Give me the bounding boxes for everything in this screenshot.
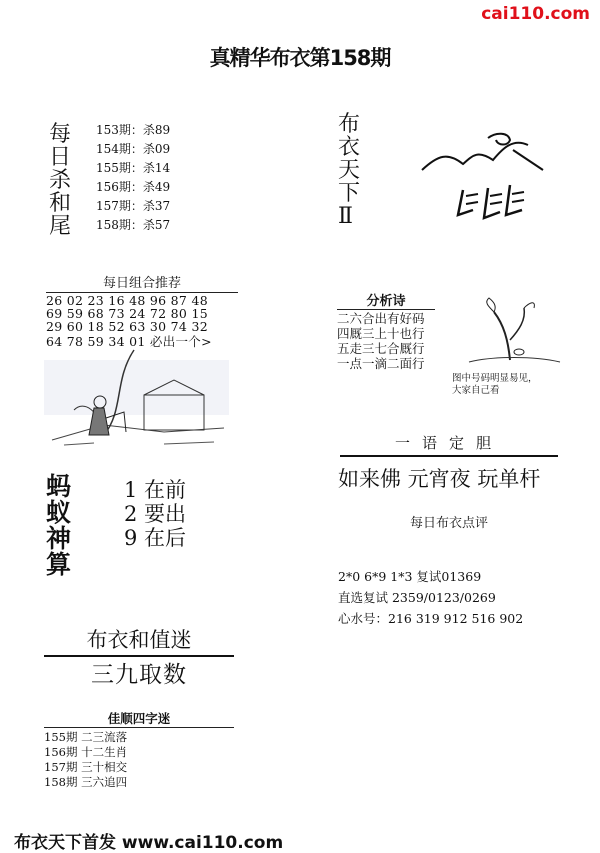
one-word-heading: 一语定胆 [340,432,558,457]
label-char: 蚁 [46,498,72,527]
review-line: 直选复试 2359/0123/0269 [338,590,496,605]
poem-line: 一点一滴二面行 [337,356,425,371]
kill-entry: 158期：杀57 [96,218,171,232]
kill-entry: 157期：杀37 [96,199,171,213]
site-watermark: cai110.com [481,4,590,24]
tree-sketch-illustration [464,290,564,370]
four-char-row: 157期 三十相交 [44,760,128,774]
prediction-line: 9 在后 [124,526,187,550]
combo-row: 29 60 18 52 63 30 74 32 [46,319,208,334]
four-char-row: 156期 十二生肖 [44,745,128,759]
brand-vertical-label [338,113,364,228]
poem-line: 四厩三上十也行 [337,326,425,341]
combo-row: 69 59 68 73 24 72 80 15 [46,306,208,321]
kill-entry: 156期：杀49 [96,180,171,194]
label-char: 神 [46,524,72,553]
four-char-row: 158期 三六追四 [44,775,128,789]
poem-line: 二六合出有好码 [337,311,425,326]
label-char: 布 [338,112,361,137]
combo-row: 26 02 23 16 48 96 87 48 [46,293,208,308]
scholar-sketch-illustration [44,340,244,455]
page-title: 真精华布衣第158期 [209,46,391,70]
daily-review-heading: 每日布衣点评 [409,516,488,531]
footer-publisher: 布衣天下首发 www.cai110.com [14,833,284,853]
label-char: 下 [338,181,361,206]
four-char-heading: 佳顺四字迷 [44,709,234,728]
label-char: 蚂 [46,472,72,501]
prediction-line: 2 要出 [124,502,187,526]
review-line: 心水号：216 319 912 516 902 [338,611,524,626]
label-char: Ⅱ [338,204,353,229]
kill-entry: 154期：杀09 [96,142,171,156]
kill-entry: 155期：杀14 [96,161,171,175]
label-char: 日 [49,145,72,170]
riddle-answer: 三九取数 [91,662,187,688]
daily-kill-list [96,121,170,235]
riddle-title: 布衣和值迷 [44,624,234,657]
label-char: 衣 [338,135,361,160]
image-caption-line: 大家自己看 [452,385,500,396]
review-line: 2*0 6*9 1*3 复试01369 [338,569,482,584]
four-char-row: 155期 二三流落 [44,730,128,744]
ant-oracle-label [46,474,76,578]
label-char: 尾 [49,214,72,239]
poem-line: 五走三七合厩行 [337,341,425,356]
combo-heading: 每日组合推荐 [46,272,238,293]
combo-row: 64 78 59 34 01 必出一个> [46,334,212,349]
poem-heading: 分析诗 [337,290,435,310]
label-char: 和 [49,191,72,216]
mountain-sketch-illustration [418,130,548,225]
label-char: 杀 [49,168,72,193]
label-char: 天 [338,158,361,183]
label-char: 算 [46,550,72,579]
prediction-line: 1 在前 [124,478,187,502]
kill-entry: 153期：杀89 [96,123,171,137]
one-word-phrase: 如来佛 元宵夜 玩单杆 [338,467,541,491]
daily-kill-label [49,123,75,238]
label-char: 每 [49,122,72,147]
image-caption-line: 图中号码明显易见， [452,373,538,384]
